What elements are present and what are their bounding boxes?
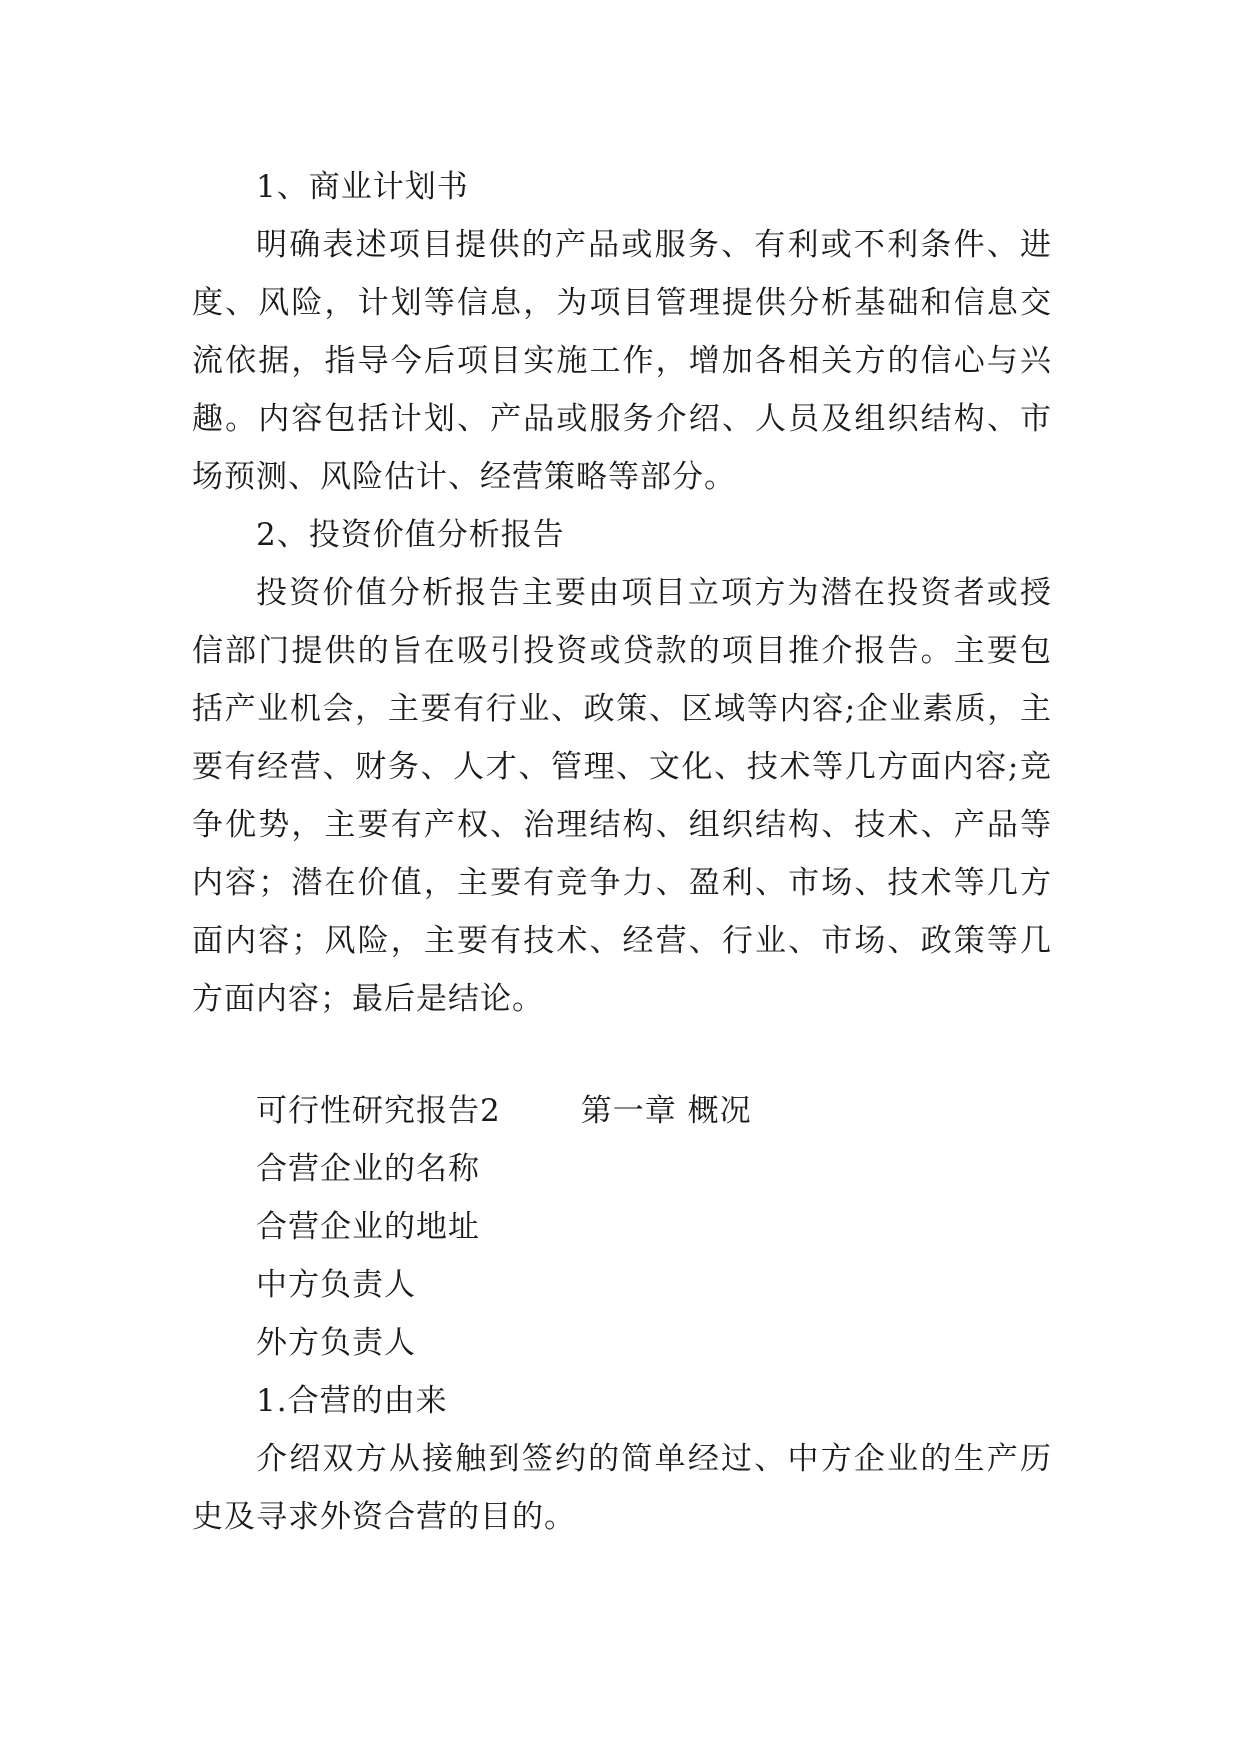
investment-value-paragraph: 投资价值分析报告主要由项目立项方为潜在投资者或授信部门提供的旨在吸引投资或贷款的项目推介报告。主要包括产业机会，主要有行业、政策、区域等内容;企业素质，主要有经营、财务、人才、管理、文化、技术等几方面内容;竞争优势，主要有产权、治理结构、组织结构、技术、产品等内容；潜在价值，主要有竞争力、盈利、市场、技术等几方面内容；风险，主要有技术、经营、行业、市场、政策等几方面内容；最后是结论。: [192, 575, 1052, 1017]
report-title-row: [192, 1082, 1052, 1140]
origin-paragraph: 介绍双方从接触到签约的简单经过、中方企业的生产历史及寻求外资合营的目的。: [192, 1441, 1052, 1535]
section-heading-business-plan: 1、商业计划书: [256, 169, 469, 205]
business-plan-paragraph: 明确表述项目提供的产品或服务、有利或不利条件、进度、风险，计划等信息，为项目管理提供分析基础和信息交流依据，指导今后项目实施工作，增加各相关方的信心与兴趣。内容包括计划、产品或服务介绍、人员及组织结构、市场预测、风险估计、经营策略等部分。: [192, 227, 1052, 495]
list-item: 中方负责人: [256, 1267, 416, 1303]
chapter-title: 第一章 概况: [580, 1093, 752, 1129]
list-item: 1.合营的由来: [256, 1383, 448, 1419]
list-item: 外方负责人: [256, 1325, 416, 1361]
section-heading-investment-value: 2、投资价值分析报告: [256, 517, 565, 553]
list-item: 合营企业的地址: [256, 1209, 480, 1245]
section-spacer: [192, 1028, 1052, 1082]
list-item: 合营企业的名称: [256, 1151, 480, 1187]
document-body: [192, 158, 1052, 1546]
report-title: 可行性研究报告2: [256, 1093, 501, 1129]
